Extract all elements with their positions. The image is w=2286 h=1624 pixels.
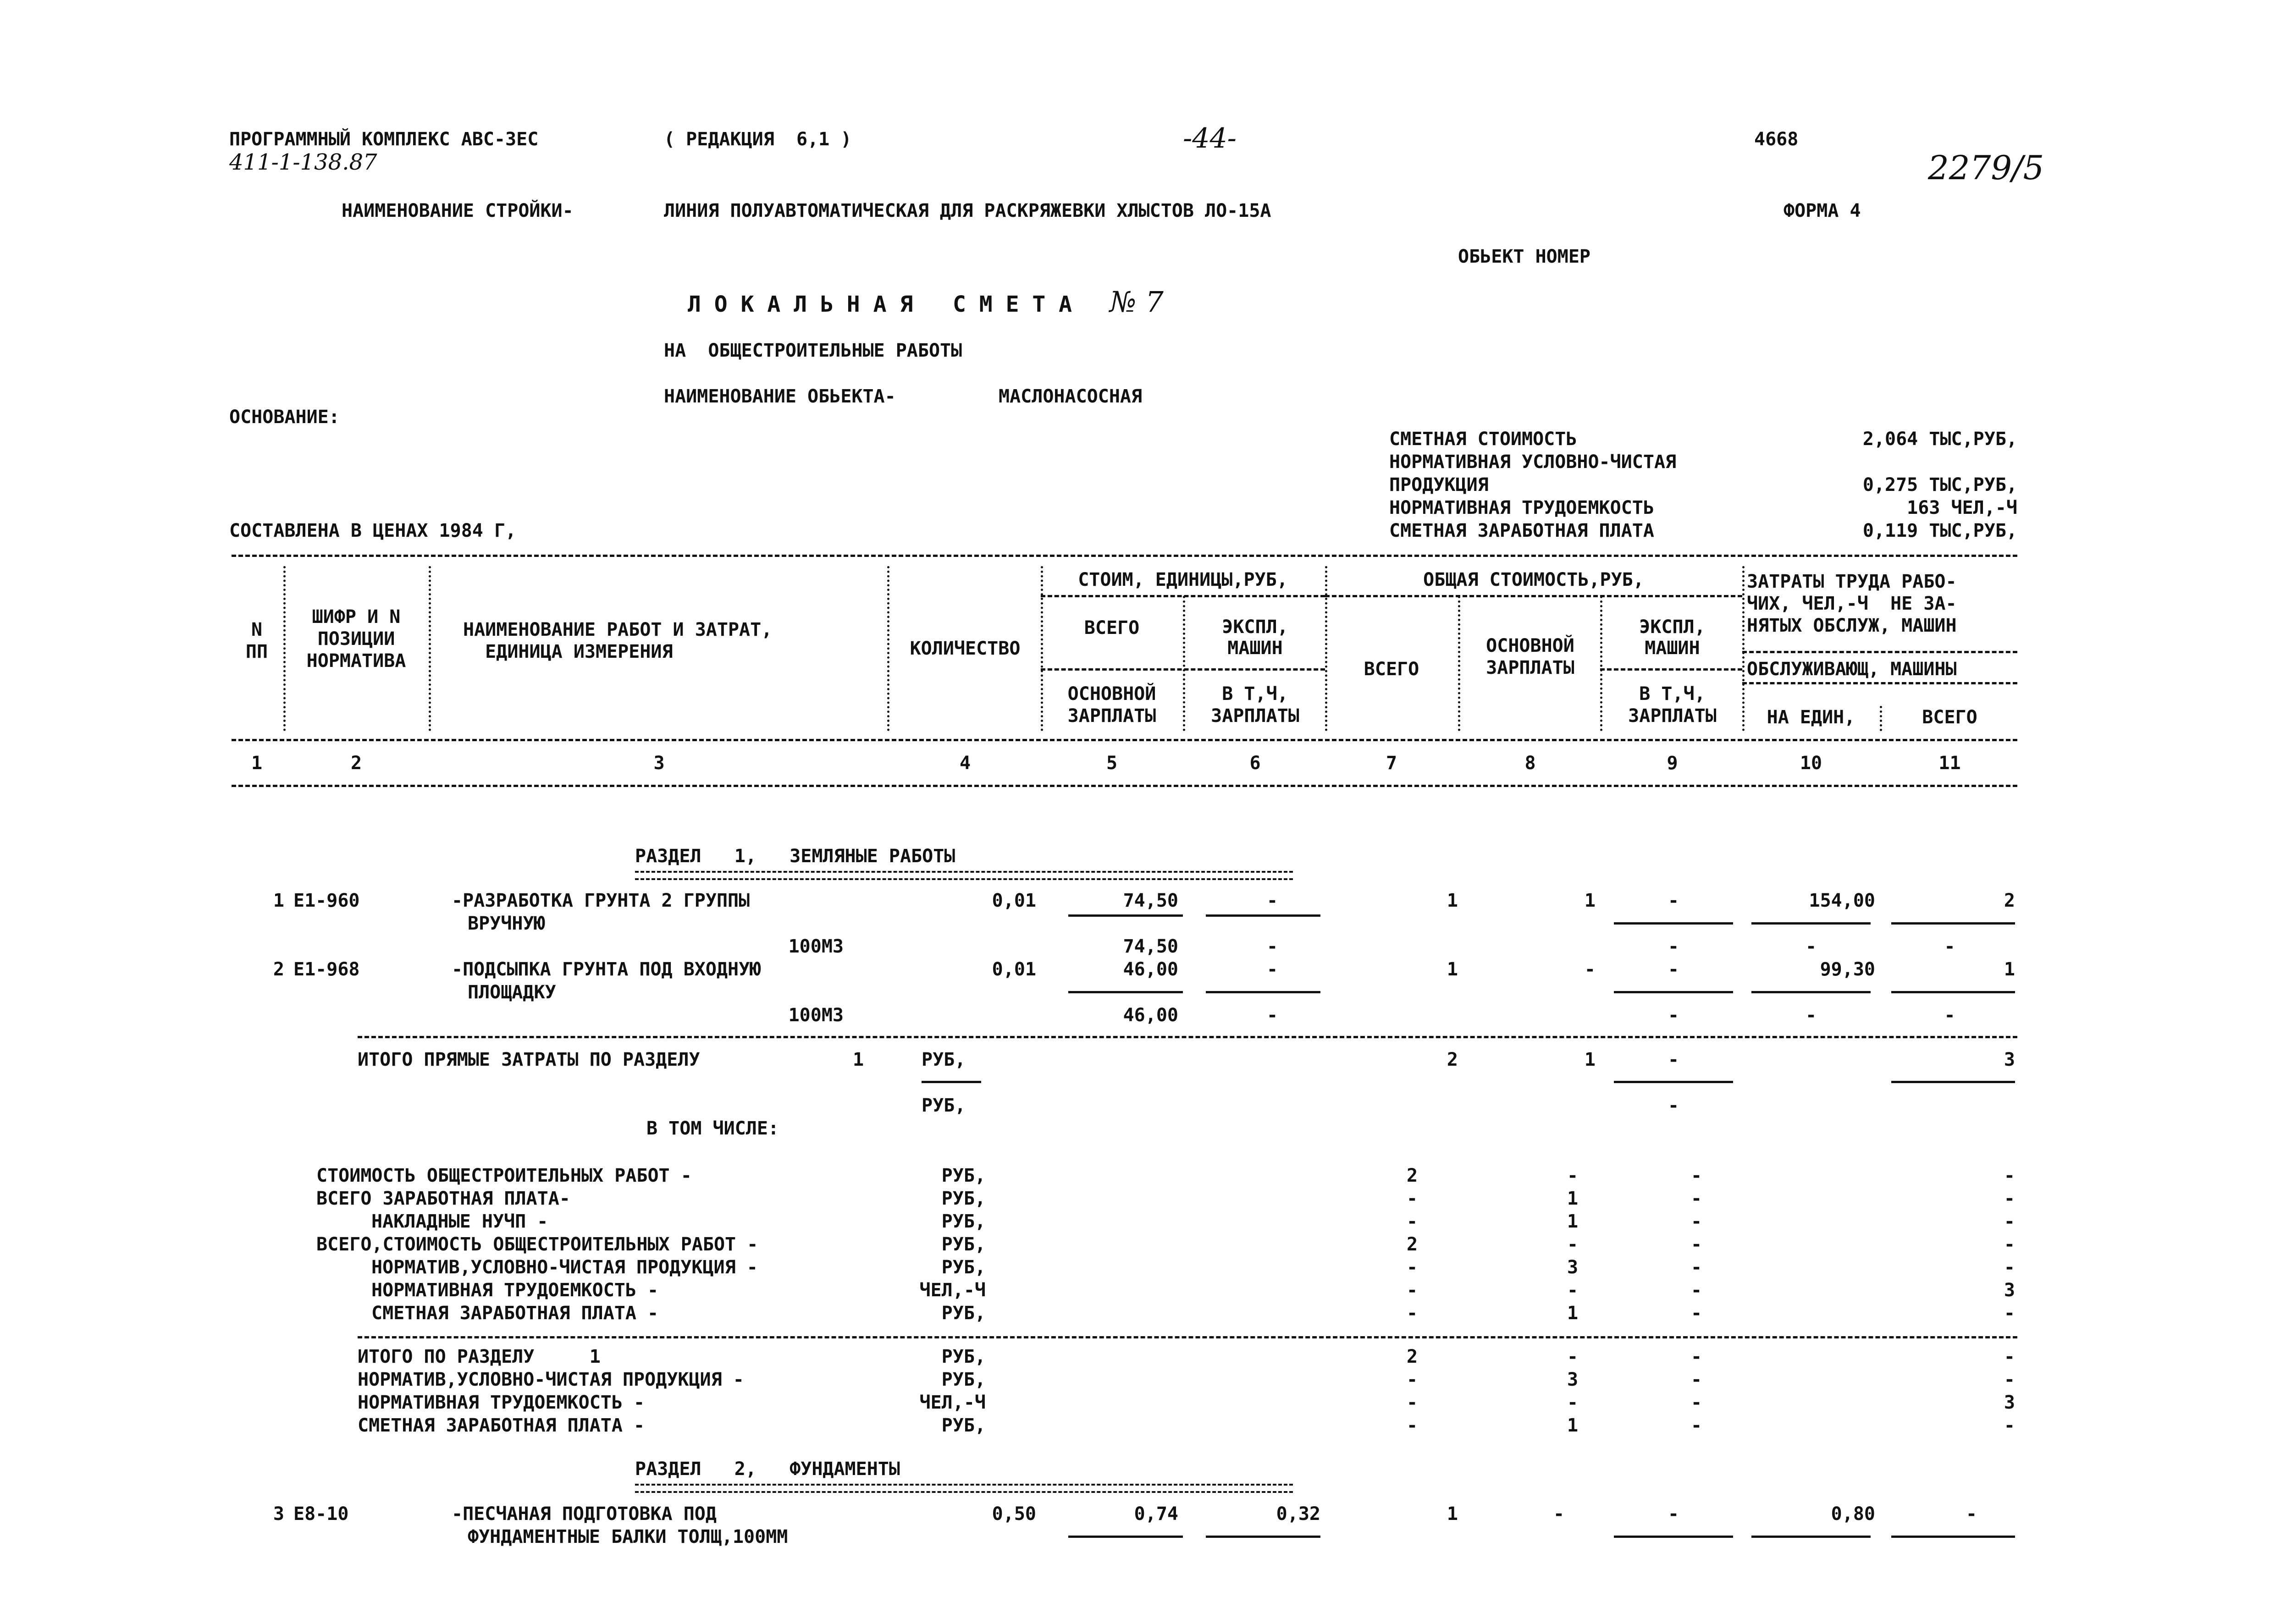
head-c9-b: В Т,Ч, ЗАРПЛАТЫ (1628, 683, 1717, 727)
head-labor-mid: ОБСЛУЖИВАЮЩ, МАШИНЫ (1747, 659, 1957, 680)
head-c1: N ПП (245, 619, 268, 662)
row-c6-rule (1206, 914, 1320, 917)
row-name-cont: ВРУЧНУЮ (468, 913, 545, 934)
row-label: ВСЕГО ЗАРАБОТНАЯ ПЛАТА- (316, 1188, 570, 1209)
row-c8: - (1567, 1392, 1579, 1413)
head-c10: НА ЕДИН, (1767, 707, 1855, 728)
rule-under-unit-cost (1041, 595, 1325, 597)
row-c10-rule (1751, 922, 1871, 925)
row-c9: - (1668, 959, 1679, 980)
program-name: ПРОГРАММНЫЙ КОМПЛЕКС АВС-ЗЕС (229, 129, 539, 150)
row-unit: РУБ, (941, 1165, 986, 1186)
handwritten-project-code: 411-1-138.87 (229, 149, 377, 175)
row-c7: - (1406, 1369, 1418, 1390)
row-c11: - (2004, 1415, 2015, 1436)
row-c9b: - (1668, 936, 1679, 957)
row-number: 1 (273, 890, 284, 911)
row-unit: РУБ, (941, 1188, 986, 1209)
row-c8: - (1567, 1165, 1579, 1186)
row-unit: ЧЕЛ,-Ч (919, 1280, 986, 1301)
summary-value-4: 0,119 ТЫС,РУБ, (1862, 520, 2017, 541)
head-c3: НАИМЕНОВАНИЕ РАБОТ И ЗАТРАТ, ЕДИНИЦА ИЗМЕРЕНИЯ (463, 619, 773, 662)
row-name-cont: ПЛОЩАДКУ (468, 982, 556, 1003)
itogo-direct-c8: 1 (1584, 1049, 1596, 1070)
row-c9: - (1690, 1234, 1702, 1255)
itogo-direct-c11-rule (1891, 1081, 2015, 1083)
row-c10: 0,80 (1831, 1503, 1875, 1525)
itogo-direct-unit: РУБ, (922, 1049, 966, 1070)
row-c9: - (1690, 1369, 1702, 1390)
row-c6: 0,32 (1276, 1503, 1320, 1525)
row-c7: - (1406, 1303, 1418, 1324)
row-c5b: 74,50 (1123, 936, 1178, 957)
row-unit: ЧЕЛ,-Ч (919, 1392, 986, 1413)
rule-above-itogo (358, 1336, 2017, 1338)
head-c7: ВСЕГО (1364, 659, 1419, 680)
row-c7: - (1406, 1257, 1418, 1278)
row-c6-rule (1206, 991, 1320, 993)
itogo-direct-c9b: - (1668, 1095, 1679, 1116)
row-label: СМЕТНАЯ ЗАРАБОТНАЯ ПЛАТА - (358, 1415, 645, 1436)
row-c11-rule (1891, 991, 2015, 993)
row-c9: - (1668, 1503, 1679, 1525)
row-c8: - (1567, 1346, 1579, 1367)
rule-labor-top (1742, 651, 2017, 653)
row-c9: - (1690, 1188, 1702, 1209)
row-c8: 1 (1567, 1211, 1579, 1232)
summary-label-1: НОРМАТИВНАЯ УСЛОВНО-ЧИСТАЯ (1389, 451, 1677, 473)
row-c11: - (2004, 1346, 2015, 1367)
row-c6-rule (1206, 1536, 1320, 1538)
head-c6-b: В Т,Ч, ЗАРПЛАТЫ (1211, 683, 1299, 727)
row-c10-rule (1751, 1536, 1871, 1538)
row-unit: РУБ, (941, 1415, 986, 1436)
object-name-label: НАИМЕНОВАНИЕ ОБЬЕКТА- (664, 386, 896, 407)
row-number: 3 (273, 1503, 284, 1525)
row-c8: - (1553, 1503, 1565, 1525)
row-name: -ПЕСЧАНАЯ ПОДГОТОВКА ПОД (452, 1503, 717, 1525)
head-c4: КОЛИЧЕСТВО (910, 638, 1021, 659)
col-num-4: 4 (959, 753, 971, 774)
summary-value-2: 0,275 ТЫС,РУБ, (1862, 474, 2017, 495)
row-c9b: - (1668, 1005, 1679, 1026)
head-c11: ВСЕГО (1922, 707, 1977, 728)
summary-label-2: ПРОДУКЦИЯ (1389, 474, 1489, 495)
row-name-cont: ФУНДАМЕНТНЫЕ БАЛКИ ТОЛЩ,100ММ (468, 1526, 788, 1547)
head-c5-b: ОСНОВНОЙ ЗАРПЛАТЫ (1067, 683, 1156, 727)
row-c8: 1 (1567, 1303, 1579, 1324)
row-c7: 1 (1447, 959, 1458, 980)
col-num-11: 11 (1938, 753, 1961, 774)
row-unit: РУБ, (941, 1303, 986, 1324)
row-unit: РУБ, (941, 1234, 986, 1255)
row-name: -РАЗРАБОТКА ГРУНТА 2 ГРУППЫ (452, 890, 750, 911)
row-c8: - (1567, 1234, 1579, 1255)
col-num-7: 7 (1386, 753, 1397, 774)
row-c7: - (1406, 1188, 1418, 1209)
row-c5-rule (1068, 1536, 1183, 1538)
row-c11: - (2004, 1303, 2015, 1324)
row-c7: - (1406, 1392, 1418, 1413)
col-num-10: 10 (1800, 753, 1822, 774)
section-2-double-rule (635, 1484, 1293, 1493)
row-c8: 1 (1567, 1415, 1579, 1436)
row-c9: - (1690, 1165, 1702, 1186)
row-label: ИТОГО ПО РАЗДЕЛУ 1 (358, 1346, 601, 1367)
head-c5-a: ВСЕГО (1084, 617, 1140, 639)
itogo-direct-c7: 2 (1447, 1049, 1458, 1070)
rule-under-total-cost (1325, 595, 1742, 597)
row-label: СТОИМОСТЬ ОБЩЕСТРОИТЕЛЬНЫХ РАБОТ - (316, 1165, 692, 1186)
head-unit-cost: СТОИМ, ЕДИНИЦЫ,РУБ, (1078, 569, 1288, 590)
section-2-title: РАЗДЕЛ 2, ФУНДАМЕНТЫ (635, 1459, 900, 1480)
row-c9-rule (1614, 922, 1733, 925)
head-total-cost: ОБЩАЯ СТОИМОСТЬ,РУБ, (1423, 569, 1644, 590)
row-c8: 3 (1567, 1257, 1579, 1278)
row-c11-rule (1891, 1536, 2015, 1538)
row-c5-rule (1068, 991, 1183, 993)
row-c9: - (1690, 1392, 1702, 1413)
row-c11: - (2004, 1234, 2015, 1255)
rule-above-itogo-direct (358, 1036, 2017, 1038)
row-c10: 99,30 (1820, 959, 1875, 980)
osnovanie-label: ОСНОВАНИЕ: (229, 407, 340, 428)
row-label: НОРМАТИВ,УСЛОВНО-ЧИСТАЯ ПРОДУКЦИЯ - (371, 1257, 758, 1278)
summary-label-4: СМЕТНАЯ ЗАРАБОТНАЯ ПЛАТА (1389, 520, 1654, 541)
stroika-name: ЛИНИЯ ПОЛУАВТОМАТИЧЕСКАЯ ДЛЯ РАСКРЯЖЕВКИ ХЛЫСТОВ ЛО-15А (664, 200, 1271, 221)
col-num-5: 5 (1106, 753, 1118, 774)
row-c5: 74,50 (1123, 890, 1178, 911)
row-c7: 2 (1406, 1165, 1418, 1186)
row-number: 2 (273, 959, 284, 980)
row-code: E8-10 (293, 1503, 349, 1525)
v-tom-chisle: В ТОМ ЧИСЛЕ: (646, 1118, 779, 1139)
summary-value-3: 163 ЧЕЛ,-Ч (1907, 497, 2017, 518)
row-c8: 1 (1567, 1188, 1579, 1209)
row-c10-rule (1751, 991, 1871, 993)
summary-label-3: НОРМАТИВНАЯ ТРУДОЕМКОСТЬ (1389, 497, 1654, 518)
summary-label-0: СМЕТНАЯ СТОИМОСТЬ (1389, 429, 1577, 450)
row-c5b: 46,00 (1123, 1005, 1178, 1026)
rule-labor-mid (1742, 682, 2017, 684)
row-c8: 3 (1567, 1369, 1579, 1390)
row-label: ВСЕГО,СТОИМОСТЬ ОБЩЕСТРОИТЕЛЬНЫХ РАБОТ - (316, 1234, 758, 1255)
object-number-label: ОБЬЕКТ НОМЕР (1458, 246, 1590, 267)
edition: ( РЕДАКЦИЯ 6,1 ) (664, 129, 852, 150)
row-c11: - (1966, 1503, 1977, 1525)
row-code: E1-968 (293, 959, 360, 980)
row-unit: РУБ, (941, 1369, 986, 1390)
row-c7: 2 (1406, 1346, 1418, 1367)
head-c2: ШИФР И N ПОЗИЦИИ НОРМАТИВА (306, 606, 406, 672)
row-c11-rule (1891, 922, 2015, 925)
row-unit: 100М3 (788, 936, 844, 957)
row-c9: - (1690, 1211, 1702, 1232)
col-num-3: 3 (653, 753, 665, 774)
row-c5: 46,00 (1123, 959, 1178, 980)
object-name: МАСЛОНАСОСНАЯ (999, 386, 1143, 407)
row-c7: - (1406, 1211, 1418, 1232)
row-unit: РУБ, (941, 1257, 986, 1278)
itogo-direct-c9-rule (1614, 1081, 1733, 1083)
itogo-direct-section: 1 (853, 1049, 864, 1070)
row-c9: - (1690, 1257, 1702, 1278)
row-c10b: - (1805, 1005, 1817, 1026)
section-1-double-rule (635, 871, 1293, 880)
row-c7: 1 (1447, 890, 1458, 911)
head-c6-a: ЭКСПЛ, МАШИН (1222, 617, 1288, 659)
row-c9: - (1690, 1346, 1702, 1367)
row-c5: 0,74 (1134, 1503, 1178, 1525)
col-num-2: 2 (350, 753, 362, 774)
col-num-6: 6 (1249, 753, 1261, 774)
row-c9: - (1690, 1280, 1702, 1301)
page-number: -44- (1183, 122, 1237, 154)
estimate-subtitle: НА ОБЩЕСТРОИТЕЛЬНЫЕ РАБОТЫ (664, 340, 962, 361)
row-c11: 2 (2004, 890, 2015, 911)
estimate-title: Л О К А Л Ь Н А Я С М Е Т А (688, 292, 1072, 317)
col-num-8: 8 (1524, 753, 1536, 774)
row-unit: РУБ, (941, 1211, 986, 1232)
row-name: -ПОДСЫПКА ГРУНТА ПОД ВХОДНУЮ (452, 959, 761, 980)
rule-above-col-numbers (232, 739, 2017, 741)
itogo-direct-label: ИТОГО ПРЯМЫЕ ЗАТРАТЫ ПО РАЗДЕЛУ (358, 1049, 700, 1070)
col-sep-2 (429, 566, 431, 731)
row-c7: - (1406, 1415, 1418, 1436)
head-labor: ЗАТРАТЫ ТРУДА РАБО- ЧИХ, ЧЕЛ,-Ч НЕ ЗА- НЯТЫХ ОБСЛУЖ, МАШИН (1747, 571, 1957, 636)
row-c7: 1 (1447, 1503, 1458, 1525)
itogo-direct-unit2: РУБ, (922, 1095, 966, 1116)
row-code: E1-960 (293, 890, 360, 911)
row-c6: - (1266, 890, 1278, 911)
row-c10b: - (1805, 936, 1817, 957)
estimate-number: № 7 (1110, 285, 1164, 319)
row-c10: 154,00 (1809, 890, 1875, 911)
row-c11: - (2004, 1211, 2015, 1232)
col-num-1: 1 (251, 753, 263, 774)
form-number: ФОРМА 4 (1784, 200, 1861, 221)
head-c9-a: ЭКСПЛ, МАШИН (1639, 617, 1706, 659)
row-unit: 100М3 (788, 1005, 844, 1026)
row-c8: 1 (1584, 890, 1596, 911)
handwritten-sheet-number: 2279/5 (1928, 149, 2044, 187)
row-c11: 1 (2004, 959, 2015, 980)
row-c7: 2 (1406, 1234, 1418, 1255)
row-c8: - (1584, 959, 1596, 980)
row-c9: - (1668, 890, 1679, 911)
row-label: НОРМАТИВНАЯ ТРУДОЕМКОСТЬ - (358, 1392, 645, 1413)
itogo-direct-c11: 3 (2004, 1049, 2015, 1070)
row-unit: РУБ, (941, 1346, 986, 1367)
row-c11: 3 (2004, 1392, 2015, 1413)
row-qty: 0,01 (992, 959, 1036, 980)
row-label: СМЕТНАЯ ЗАРАБОТНАЯ ПЛАТА - (371, 1303, 659, 1324)
row-c7: - (1406, 1280, 1418, 1301)
row-c9-rule (1614, 991, 1733, 993)
row-c9: - (1690, 1415, 1702, 1436)
row-label: НОРМАТИВНАЯ ТРУДОЕМКОСТЬ - (371, 1280, 659, 1301)
summary-value-0: 2,064 ТЫС,РУБ, (1862, 429, 2017, 450)
stroika-label: НАИМЕНОВАНИЕ СТРОЙКИ- (342, 200, 574, 221)
rule-below-col-numbers (232, 785, 2017, 787)
rule-unit-cost-mid (1041, 668, 1325, 671)
row-c6b: - (1266, 1005, 1278, 1026)
itogo-direct-unit-rule (922, 1081, 981, 1083)
col-sep-6 (1325, 566, 1327, 731)
itogo-direct-c9: - (1668, 1049, 1679, 1070)
row-c11: 3 (2004, 1280, 2015, 1301)
row-c5-rule (1068, 914, 1183, 917)
rule-mach-mid (1600, 668, 1742, 671)
row-c6: - (1266, 959, 1278, 980)
row-c6b: - (1266, 936, 1278, 957)
section-1-title: РАЗДЕЛ 1, ЗЕМЛЯНЫЕ РАБОТЫ (635, 846, 955, 867)
price-base: СОСТАВЛЕНА В ЦЕНАХ 1984 Г, (229, 520, 517, 541)
row-c11: - (2004, 1369, 2015, 1390)
row-c11b: - (1944, 1005, 1955, 1026)
row-label: НАКЛАДНЫЕ НУЧП - (371, 1211, 548, 1232)
row-c8: - (1567, 1280, 1579, 1301)
col-sep-9 (1742, 566, 1745, 731)
row-c11b: - (1944, 936, 1955, 957)
row-c11: - (2004, 1257, 2015, 1278)
row-c9: - (1690, 1303, 1702, 1324)
table-top-rule (232, 555, 2017, 557)
row-c9-rule (1614, 1536, 1733, 1538)
row-label: НОРМАТИВ,УСЛОВНО-ЧИСТАЯ ПРОДУКЦИЯ - (358, 1369, 744, 1390)
row-qty: 0,50 (992, 1503, 1036, 1525)
row-c11: - (2004, 1165, 2015, 1186)
document-code: 4668 (1754, 129, 1799, 150)
row-qty: 0,01 (992, 890, 1036, 911)
col-num-9: 9 (1667, 753, 1678, 774)
head-c8: ОСНОВНОЙ ЗАРПЛАТЫ (1486, 635, 1574, 678)
row-c11: - (2004, 1188, 2015, 1209)
